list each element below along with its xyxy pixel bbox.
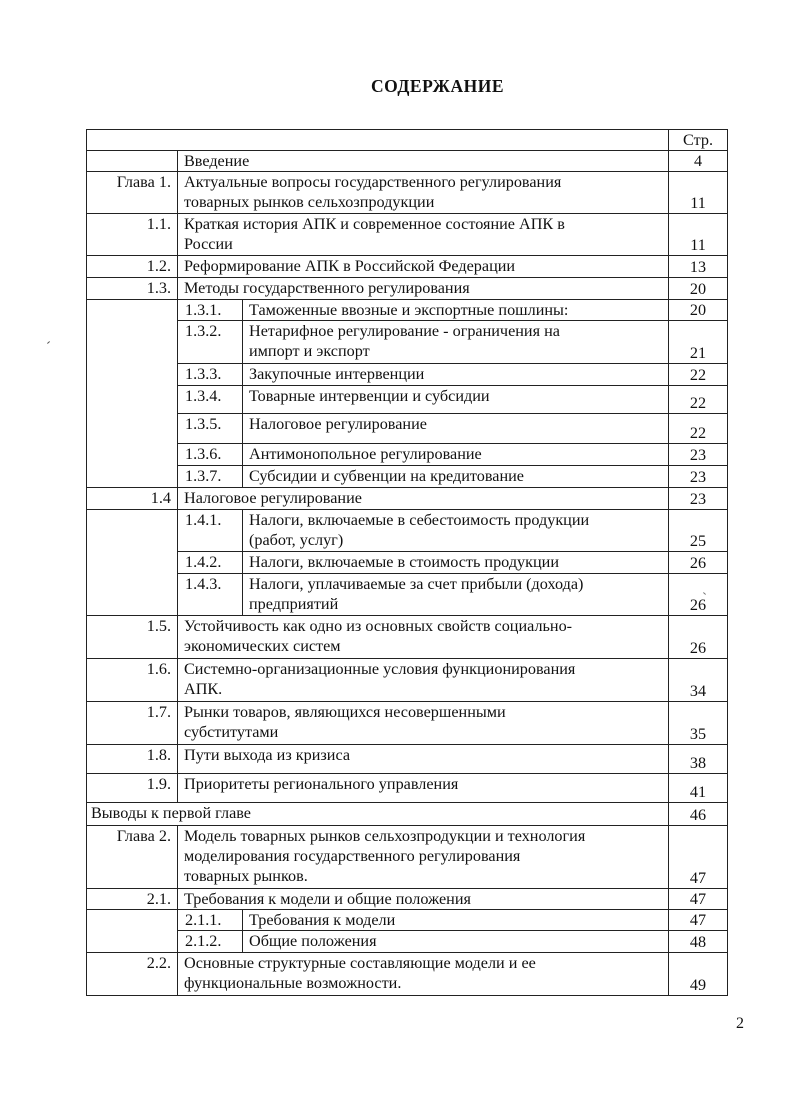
toc-entry-page: 26 — [669, 616, 728, 659]
toc-indent-cell — [87, 466, 178, 488]
toc-entry-title — [178, 214, 669, 256]
toc-row — [87, 510, 728, 552]
toc-entry-line: товарных рынков сельхозпродукции — [184, 193, 435, 211]
toc-entry-line: Налоги, включаемые в стоимость продукции — [249, 553, 559, 571]
toc-entry-line: Выводы к первой главе — [91, 804, 251, 822]
toc-entry-page: 48 — [669, 931, 728, 953]
toc-entry-number: 1.4.1. — [178, 510, 243, 552]
toc-entry-line: Требования к модели и общие положения — [184, 890, 471, 908]
toc-indent-cell — [87, 552, 178, 574]
toc-entry-number: 1.2. — [87, 256, 178, 278]
toc-entry-page: 22 — [669, 386, 728, 414]
toc-entry-title — [178, 172, 669, 214]
toc-entry-number: 1.6. — [87, 659, 178, 702]
toc-row — [87, 574, 728, 616]
toc-entry-line: Нетарифное регулирование - ограничения на — [249, 322, 560, 340]
toc-row — [87, 774, 728, 803]
toc-entry-line: Пути выхода из кризиса — [184, 746, 351, 764]
toc-entry-line: Налоговое регулирование — [249, 415, 427, 433]
toc-entry-number: 1.3.3. — [178, 364, 243, 386]
toc-entry-page: 4 — [669, 151, 728, 172]
toc-entry-number: Глава 1. — [87, 172, 178, 214]
toc-entry-line: (работ, услуг) — [249, 531, 344, 549]
toc-indent-cell — [87, 414, 178, 444]
toc-row — [87, 300, 728, 321]
toc-indent-cell — [87, 574, 178, 616]
toc-entry-page: 47 — [669, 910, 728, 931]
toc-entry-page: 20 — [669, 300, 728, 321]
toc-entry-line: экономических систем — [184, 637, 341, 655]
toc-entry-number: 1.3.6. — [178, 444, 243, 466]
toc-indent-cell — [87, 300, 178, 321]
page-column-header: Стр. — [669, 130, 728, 151]
toc-entry-line: предприятий — [249, 595, 339, 613]
toc-entry-page: 22 — [669, 414, 728, 444]
toc-entry-page: 49 — [669, 953, 728, 996]
toc-entry-page: 26 — [669, 552, 728, 574]
toc-row — [87, 278, 728, 300]
toc-row — [87, 488, 728, 510]
toc-row — [87, 616, 728, 659]
toc-indent-cell — [87, 931, 178, 953]
toc-entry-line: России — [184, 235, 233, 253]
toc-row — [87, 444, 728, 466]
toc-entry-title — [178, 278, 669, 300]
toc-entry-line: Рынки товаров, являющихся несовершенными — [184, 703, 506, 721]
toc-entry-title — [243, 414, 669, 444]
toc-entry-title — [178, 659, 669, 702]
toc-row — [87, 386, 728, 414]
toc-entry-line: Реформирование АПК в Российской Федерации — [184, 257, 516, 275]
toc-row — [87, 659, 728, 702]
toc-entry-page: 47 — [669, 826, 728, 889]
toc-entry-page: 13 — [669, 256, 728, 278]
toc-entry-title — [243, 574, 669, 616]
toc-entry-title — [243, 466, 669, 488]
toc-entry-title — [243, 931, 669, 953]
toc-row — [87, 702, 728, 745]
toc-entry-number: 1.8. — [87, 745, 178, 774]
toc-entry-title — [178, 151, 669, 172]
toc-entry-line: Налоги, включаемые в себестоимость продукции — [249, 511, 590, 529]
toc-entry-page: 34 — [669, 659, 728, 702]
toc-entry-title — [243, 321, 669, 364]
toc-entry-title — [178, 953, 669, 996]
toc-entry-number: Глава 2. — [87, 826, 178, 889]
toc-indent-cell — [87, 364, 178, 386]
toc-entry-line: субститутами — [184, 723, 279, 741]
toc-row — [87, 172, 728, 214]
toc-row — [87, 321, 728, 364]
toc-entry-title — [243, 510, 669, 552]
toc-entry-number: 1.3.5. — [178, 414, 243, 444]
toc-entry-number: 1.4 — [87, 488, 178, 510]
toc-entry-page: 11 — [669, 172, 728, 214]
toc-entry-line: Общие положения — [249, 932, 377, 950]
toc-entry-number: 1.4.2. — [178, 552, 243, 574]
toc-entry-number: 2.1.2. — [178, 931, 243, 953]
toc-entry-page: 25 — [669, 510, 728, 552]
toc-entry-page: 23 — [669, 466, 728, 488]
scan-speck — [47, 341, 50, 344]
toc-indent-cell — [87, 510, 178, 552]
toc-indent-cell — [87, 910, 178, 931]
toc-row — [87, 745, 728, 774]
toc-entry-page: 46 — [669, 803, 728, 826]
toc-entry-line: Системно-организационные условия функционирования — [184, 660, 576, 678]
toc-entry-line: Методы государственного регулирования — [184, 279, 470, 297]
table-of-contents — [86, 129, 728, 996]
toc-entry-line: товарных рынков. — [184, 867, 308, 885]
toc-entry-page: 26 — [669, 574, 728, 616]
toc-entry-number: 1.4.3. — [178, 574, 243, 616]
toc-entry-page: 22 — [669, 364, 728, 386]
toc-entry-line: Введение — [184, 152, 250, 170]
toc-row — [87, 214, 728, 256]
toc-entry-page: 38 — [669, 745, 728, 774]
toc-row — [87, 803, 728, 826]
toc-entry-line: Налоговое регулирование — [184, 489, 362, 507]
toc-entry-number: 2.2. — [87, 953, 178, 996]
toc-entry-line: Закупочные интервенции — [249, 365, 425, 383]
toc-entry-number: 1.5. — [87, 616, 178, 659]
toc-entry-number: 1.3.4. — [178, 386, 243, 414]
toc-entry-line: Устойчивость как одно из основных свойств социально- — [184, 617, 573, 635]
toc-entry-page: 21 — [669, 321, 728, 364]
toc-row — [87, 889, 728, 910]
toc-entry-title — [178, 488, 669, 510]
toc-entry-number: 2.1.1. — [178, 910, 243, 931]
toc-entry-title — [243, 386, 669, 414]
toc-indent-cell — [87, 321, 178, 364]
toc-row — [87, 826, 728, 889]
toc-row — [87, 364, 728, 386]
toc-row — [87, 953, 728, 996]
toc-entry-line: импорт и экспорт — [249, 342, 370, 360]
toc-entry-line: моделирования государственного регулирования — [184, 847, 521, 865]
toc-entry-title — [243, 300, 669, 321]
toc-row — [87, 910, 728, 931]
toc-entry-line: Приоритеты регионального управления — [184, 775, 459, 793]
page-number: 2 — [736, 1015, 744, 1032]
toc-entry-title — [243, 552, 669, 574]
toc-row — [87, 466, 728, 488]
toc-entry-number: 1.7. — [87, 702, 178, 745]
toc-row — [87, 414, 728, 444]
toc-header-row — [87, 130, 728, 151]
toc-entry-number: 1.3.1. — [178, 300, 243, 321]
toc-entry-line: функциональные возможности. — [184, 974, 402, 992]
toc-entry-page: 20 — [669, 278, 728, 300]
toc-entry-title — [178, 256, 669, 278]
toc-entry-title — [87, 803, 669, 826]
page-title: СОДЕРЖАНИЕ — [370, 76, 504, 96]
toc-entry-line: Краткая история АПК и современное состояние АПК в — [184, 215, 565, 233]
toc-entry-number: 1.3.2. — [178, 321, 243, 364]
toc-entry-number: 1.9. — [87, 774, 178, 803]
toc-entry-number: 1.3.7. — [178, 466, 243, 488]
toc-entry-title — [178, 745, 669, 774]
toc-entry-line: Антимонопольное регулирование — [249, 445, 482, 463]
toc-entry-title — [178, 774, 669, 803]
toc-entry-line: Товарные интервенции и субсидии — [249, 387, 490, 405]
toc-header-blank — [87, 130, 669, 151]
toc-entry-line: Требования к модели — [249, 911, 396, 929]
toc-entry-title — [243, 910, 669, 931]
toc-row — [87, 552, 728, 574]
toc-entry-page: 35 — [669, 702, 728, 745]
toc-indent-cell — [87, 386, 178, 414]
toc-entry-line: АПК. — [184, 680, 223, 698]
toc-entry-line: Модель товарных рынков сельхозпродукции и технология — [184, 827, 586, 845]
toc-row — [87, 256, 728, 278]
toc-entry-page: 23 — [669, 444, 728, 466]
toc-entry-title — [243, 444, 669, 466]
toc-entry-title — [178, 616, 669, 659]
toc-entry-title — [178, 889, 669, 910]
toc-entry-line: Налоги, уплачиваемые за счет прибыли (дохода) — [249, 575, 584, 593]
toc-entry-number — [87, 151, 178, 172]
toc-entry-number: 1.3. — [87, 278, 178, 300]
toc-entry-title — [243, 364, 669, 386]
toc-row — [87, 931, 728, 953]
toc-entry-line: Таможенные ввозные и экспортные пошлины: — [249, 301, 569, 319]
toc-row — [87, 151, 728, 172]
toc-entry-page: 11 — [669, 214, 728, 256]
toc-entry-page: 41 — [669, 774, 728, 803]
toc-entry-line: Актуальные вопросы государственного регулирования — [184, 173, 562, 191]
toc-entry-line: Субсидии и субвенции на кредитование — [249, 467, 524, 485]
toc-entry-page: 23 — [669, 488, 728, 510]
toc-entry-line: Основные структурные составляющие модели и ее — [184, 954, 536, 972]
toc-entry-page: 47 — [669, 889, 728, 910]
toc-entry-title — [178, 702, 669, 745]
toc-entry-number: 1.1. — [87, 214, 178, 256]
toc-indent-cell — [87, 444, 178, 466]
toc-entry-number: 2.1. — [87, 889, 178, 910]
toc-entry-title — [178, 826, 669, 889]
